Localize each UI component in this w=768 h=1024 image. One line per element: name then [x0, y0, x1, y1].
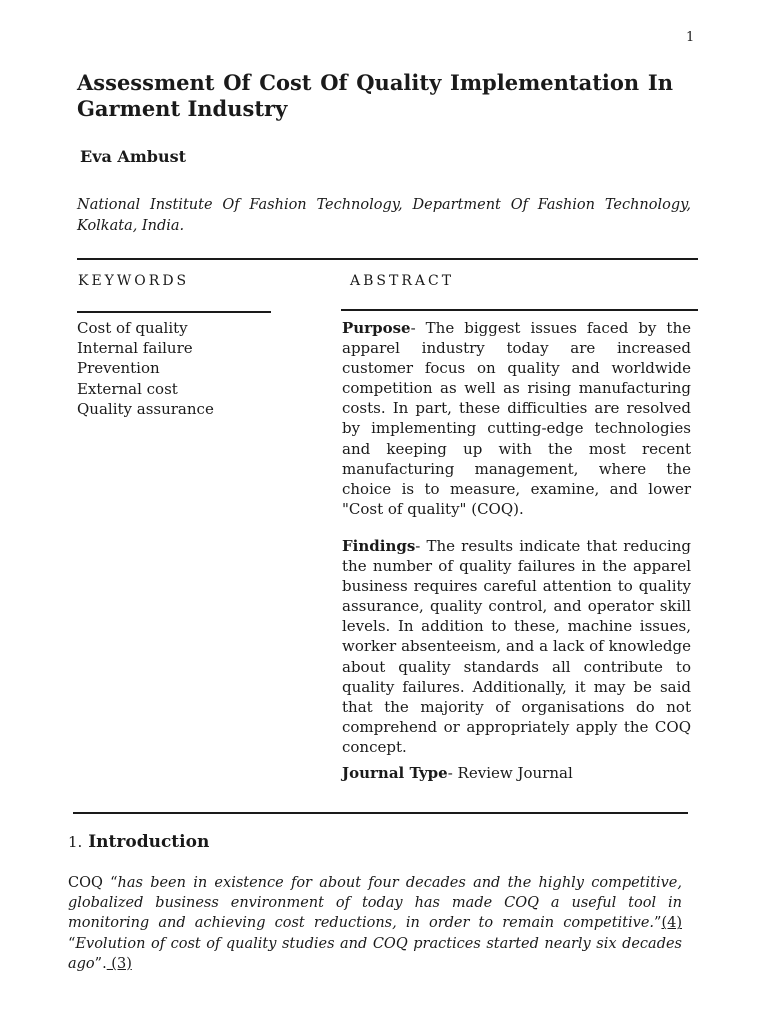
intro-close-1: ” [654, 915, 662, 932]
abstract-findings [342, 536, 691, 757]
keywords-divider [77, 311, 271, 313]
keyword-item: Cost of quality [77, 319, 188, 337]
keyword-item: Internal failure [77, 339, 193, 358]
header-divider [77, 258, 698, 260]
abstract-purpose [342, 318, 691, 519]
keyword-item: External cost [77, 379, 178, 398]
intro-quote-1: has been in existence for about four decades and the highly competitive, globalized business environment of today has made COQ a useful tool in monitoring and achieving cost reductions, in order to remain competitive. [68, 875, 682, 932]
section-number: 1. [68, 833, 83, 851]
keywords-heading: KEYWORDS [78, 273, 190, 289]
abstract-end-divider [73, 812, 688, 814]
section-title: Introduction [88, 832, 210, 852]
abstract-journal-type [342, 763, 691, 783]
page-number: 1 [686, 30, 695, 45]
intro-close-2: ”. [94, 955, 107, 972]
citation-link-3[interactable]: (3) [106, 955, 132, 972]
citation-link-4[interactable]: (4) [661, 915, 682, 932]
intro-open-2: “ [68, 935, 76, 952]
paper-title: Assessment Of Cost Of Quality Implementation In Garment Industry [77, 70, 673, 121]
findings-label: Findings [342, 537, 416, 555]
keywords-list [77, 318, 214, 419]
introduction-paragraph [68, 873, 682, 974]
keyword-item: Quality assurance [77, 399, 214, 418]
keyword-item: Prevention [77, 359, 160, 378]
journal-type-label: Journal Type [342, 764, 448, 782]
purpose-label: Purpose [342, 319, 411, 337]
introduction-heading [68, 832, 209, 852]
intro-lead: COQ “ [68, 875, 118, 891]
findings-text: - The results indicate that reducing the number of quality failures in the apparel business requires careful attention to quality assurance, quality control, and operator skill levels. In addition to these, machine issues, worker absenteeism, and a lack of knowledge about quality standards all contribute to quality failures. Additionally, it may be said that the majority of organisations do not comprehend or appropriately apply the COQ concept. [342, 537, 691, 756]
author-affiliation: National Institute Of Fashion Technology, Department Of Fashion Technology, Kolkata, India. [77, 197, 691, 234]
abstract-heading: ABSTRACT [350, 273, 455, 289]
purpose-text: - The biggest issues faced by the apparel industry today are increased customer focus on quality and worldwide competition as well as rising manufacturing costs. In part, these difficulties are resolved by implementing cutting-edge technologies and keeping up with the most recent manufacturing management, where the choice is to measure, examine, and lower "Cost of quality" (COQ). [342, 319, 691, 518]
author-name: Eva Ambust [80, 147, 186, 166]
journal-type-text: - Review Journal [447, 764, 573, 782]
abstract-divider [341, 309, 698, 311]
intro-quote-2: Evolution of cost of quality studies and COQ practices started nearly six decades ago [68, 935, 682, 972]
